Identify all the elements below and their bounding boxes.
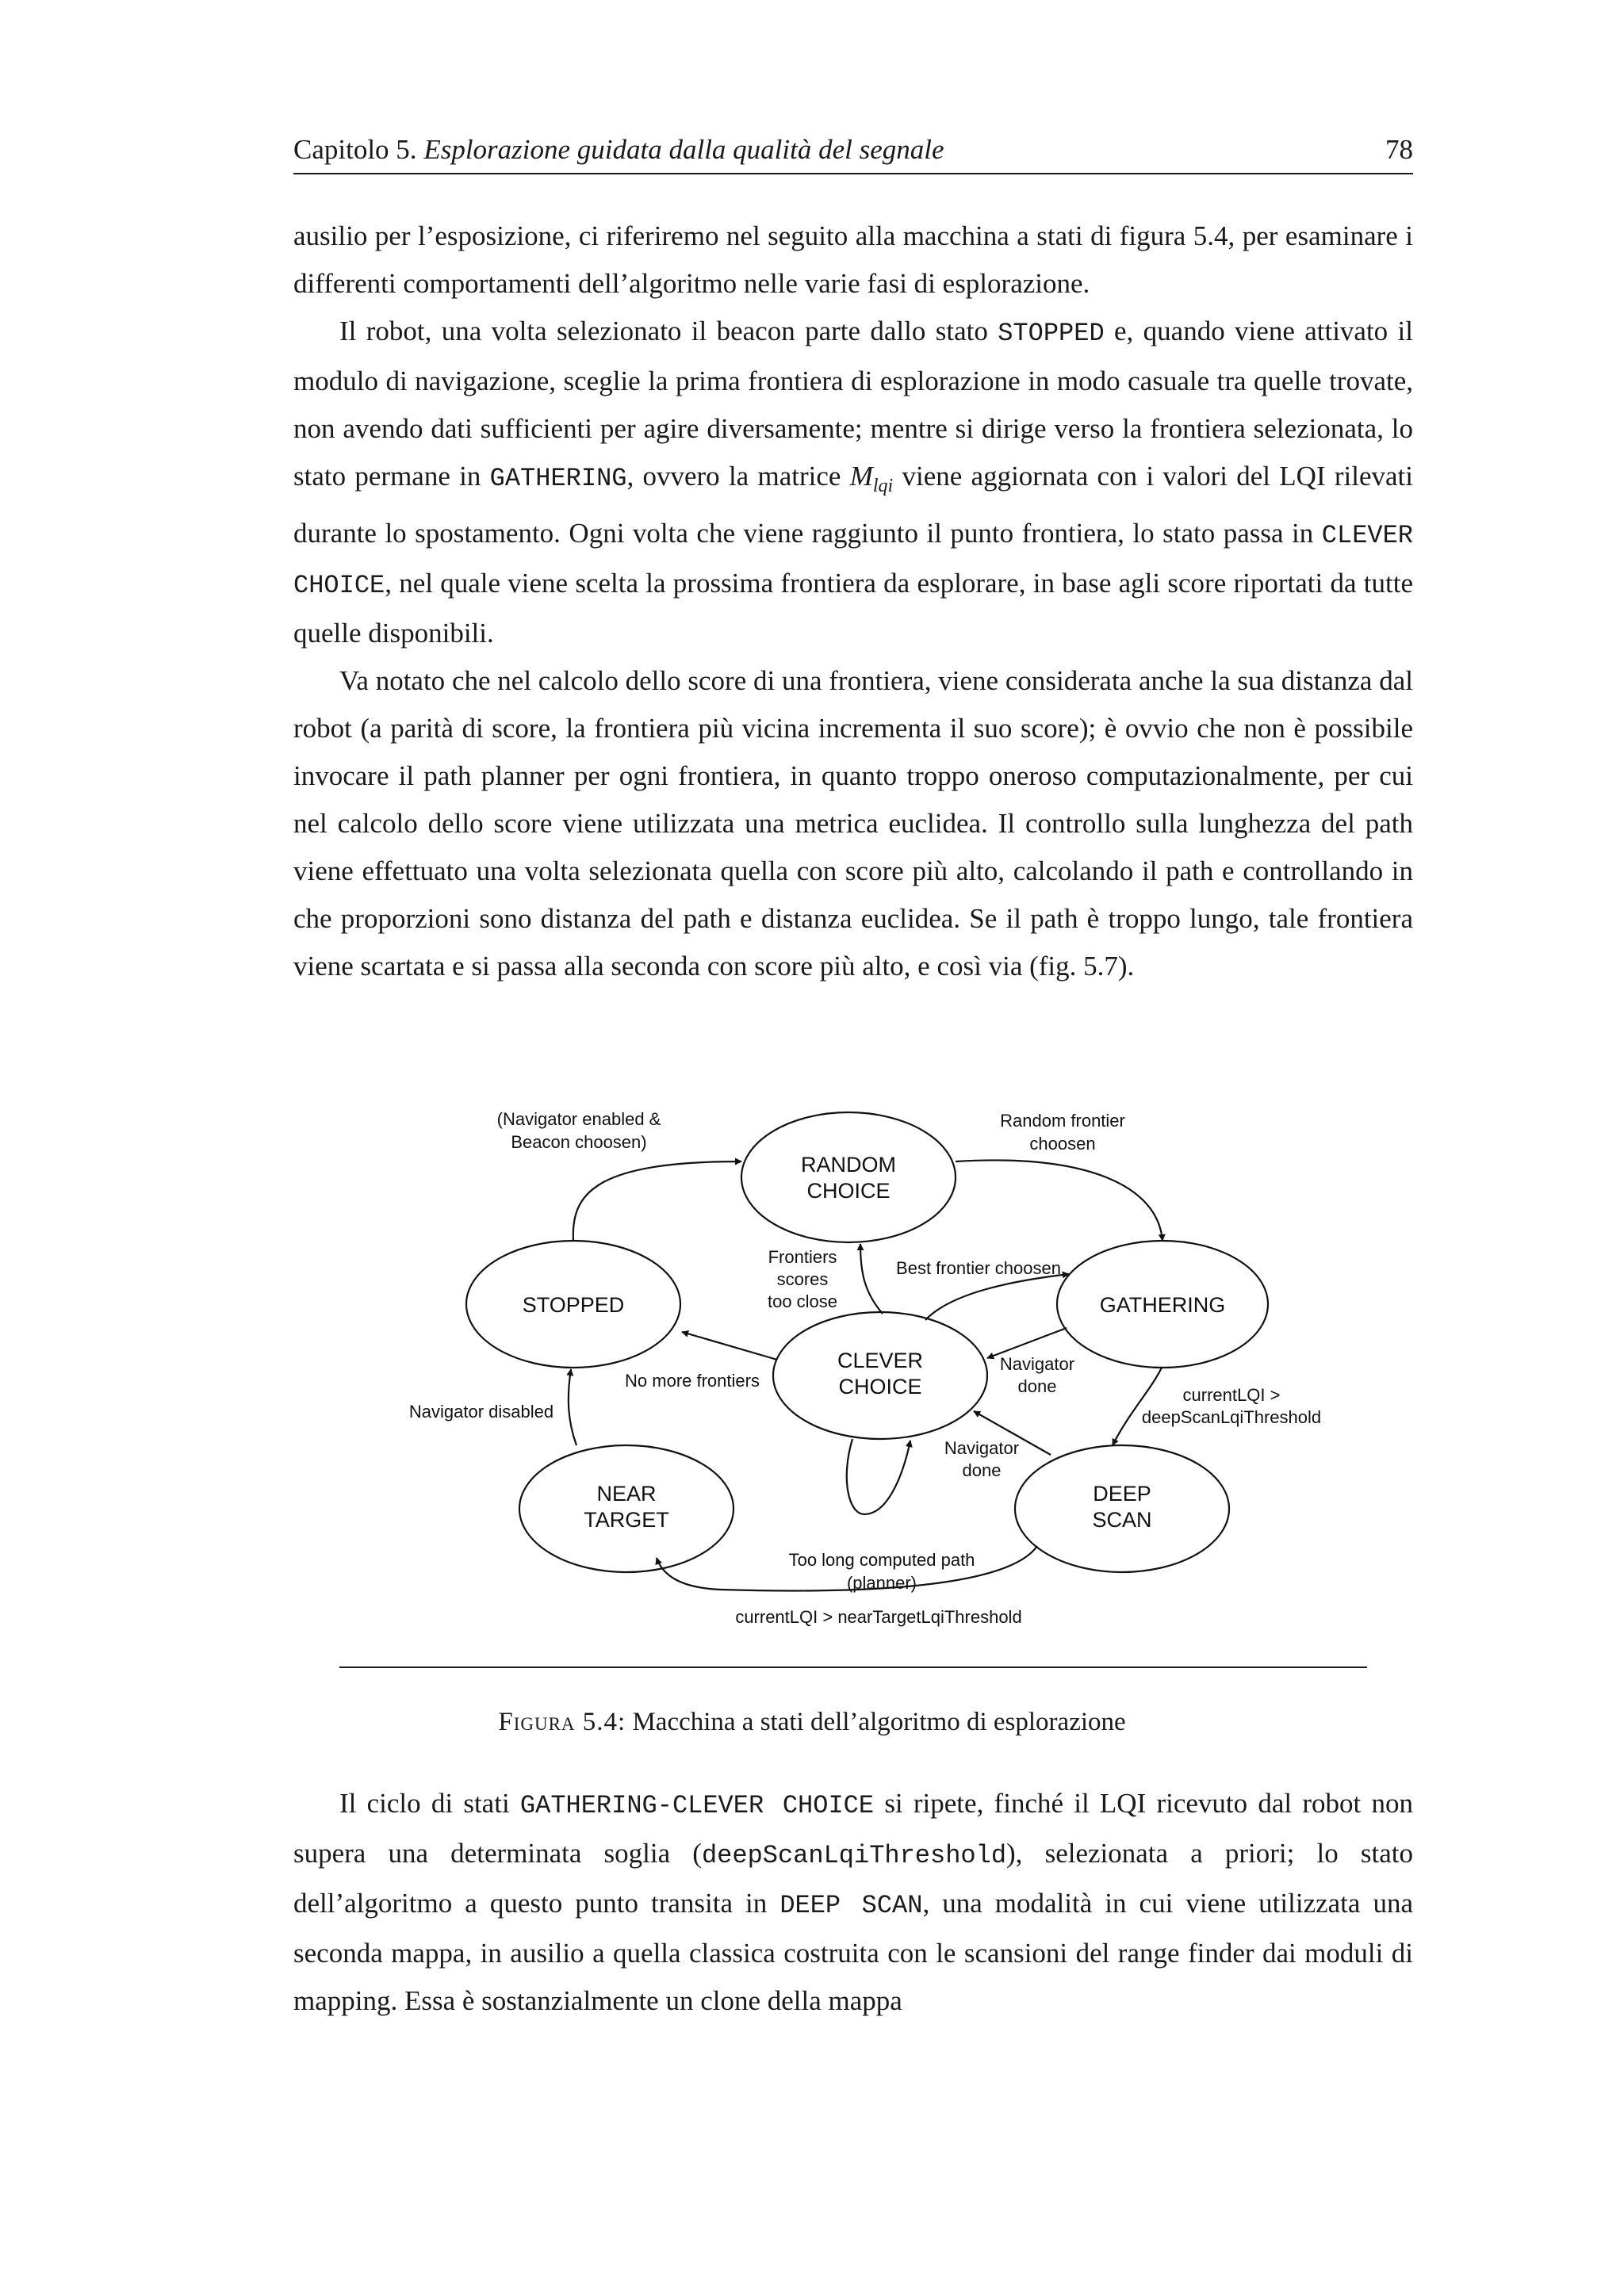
state-label: RANDOM (801, 1153, 896, 1177)
transition-label: Navigator disabled (408, 1402, 554, 1422)
text-run: si ripete, finché il LQI ricevuto dal robot non supera una determinata soglia ( (293, 1788, 1414, 1869)
state-machine-figure (389, 1098, 1356, 1637)
arrow-clever-to-random (860, 1244, 883, 1314)
text-run: viene aggiornata con i valori del LQI rilevati durante lo spostamento. Ogni volta che viene raggiunto il punto frontiera, lo stato passa in (293, 461, 1413, 549)
chapter-title (293, 132, 944, 168)
body-text-top (293, 212, 1413, 990)
state-name-code: GATHERING (489, 464, 627, 493)
state-name-code: DEEP SCAN (779, 1891, 923, 1920)
text-run: , nel quale viene scelta la prossima frontiera da esplorare, in base agli score riportati da tutte quelle disponibili. (293, 568, 1413, 649)
body-text-bottom (293, 1780, 1413, 2025)
running-header (293, 132, 1413, 174)
page-number: 78 (1385, 134, 1413, 165)
figure-caption (0, 1705, 1624, 1739)
arrow-stopped-to-random (573, 1161, 741, 1241)
state-machine-diagram (389, 1098, 1356, 1637)
transition-label: Navigator (999, 1354, 1075, 1374)
figure-rule (339, 1667, 1367, 1668)
state-name-code: CLEVER CHOICE (293, 521, 1413, 600)
state-label: NEAR (596, 1482, 657, 1506)
transition-label: Random frontier (1000, 1111, 1125, 1131)
transition-label: currentLQI > (1182, 1385, 1281, 1405)
transition-label: currentLQI > nearTargetLqiThreshold (735, 1607, 1022, 1627)
text-run: e, quando viene attivato il modulo di navigazione, sceglie la prima frontiera di esplorazione in modo casuale tra quelle trovate, non avendo dati sufficienti per agire diversamente; mentre si dirige verso la frontiera selezionata, lo stato permane in (293, 316, 1414, 492)
arrow-clever-to-stopped (682, 1332, 777, 1360)
state-label: CHOICE (806, 1179, 891, 1203)
transition-label: deepScanLqiThreshold (1141, 1407, 1322, 1427)
state-label: DEEP (1093, 1482, 1151, 1506)
paragraph-4 (293, 1780, 1413, 2025)
transition-label: scores (776, 1269, 829, 1289)
matrix-letter: M (849, 461, 873, 492)
paragraph-3: Va notato che nel calcolo dello score di una frontiera, viene considerata anche la sua distanza dal robot (a parità di score, la frontiera più vicina incrementa il suo score); è ovvio che non è possibile invocare il path planner per ogni frontiera, in quanto troppo oneroso computazionalmente, per cui nel calcolo dello score viene utilizzata una metrica euclidea. Il controllo sulla lunghezza del path viene effettuato una volta selezionata quella con score più alto, calcolando il path e controllando in che proporzioni sono distanza del path e distanza euclidea. Se il path è troppo lungo, tale frontiera viene scartata e si passa alla seconda con score più alto, e così via (fig. 5.7). (293, 665, 1413, 982)
state-label: TARGET (584, 1508, 669, 1532)
transition-label: Frontiers (768, 1247, 837, 1267)
text-run: , una modalità in cui viene utilizzata una seconda mappa, in ausilio a quella classica costruita con le scansioni del range finder dai moduli di mapping. Essa è sostanzialmente un clone della mappa (293, 1888, 1414, 2016)
text-run: Il robot, una volta selezionato il beacon parte dallo stato (339, 316, 998, 346)
chapter-name: Esplorazione guidata dalla qualità del segnale (423, 134, 944, 165)
state-label: STOPPED (522, 1293, 625, 1317)
text-run: ), selezionata a priori; lo stato dell’algoritmo a questo punto transita in (293, 1838, 1413, 1919)
state-label: GATHERING (1099, 1293, 1226, 1317)
text-run: Il ciclo di stati (339, 1788, 520, 1819)
transition-label: done (962, 1460, 1002, 1480)
matrix-subscript: lqi (872, 476, 894, 496)
transition-label: No more frontiers (625, 1371, 760, 1391)
state-label: SCAN (1092, 1508, 1152, 1532)
chapter-prefix: Capitolo 5. (293, 134, 417, 165)
arrow-gathering-to-deep (1113, 1368, 1162, 1445)
state-label: CLEVER (837, 1349, 924, 1372)
text-run: , ovvero la matrice (626, 461, 850, 492)
matrix-symbol (849, 461, 894, 496)
transition-label: Navigator (944, 1438, 1020, 1458)
transition-label: Beacon choosen) (511, 1132, 647, 1152)
transition-label: (planner) (846, 1573, 917, 1593)
paragraph-2 (293, 308, 1413, 657)
transition-label: too close (767, 1292, 838, 1311)
state-name-code: GATHERING-CLEVER CHOICE (519, 1791, 875, 1820)
arrow-random-to-gathering (956, 1160, 1162, 1241)
parameter-code: deepScanLqiThreshold (701, 1841, 1007, 1870)
paragraph-1: ausilio per l’esposizione, ci riferiremo nel seguito alla macchina a stati di figura 5.4, per esaminare i differenti comportamenti dell’algoritmo nelle varie fasi di esplorazione. (293, 220, 1413, 299)
transition-label: (Navigator enabled & (496, 1109, 661, 1129)
state-name-code: STOPPED (998, 319, 1105, 348)
caption-text: Macchina a stati dell’algoritmo di esplorazione (632, 1708, 1126, 1736)
state-label: CHOICE (838, 1375, 922, 1399)
arrow-clever-to-gathering (925, 1274, 1069, 1320)
transition-label: Too long computed path (788, 1550, 975, 1570)
transition-label: choosen (1029, 1134, 1096, 1154)
transition-label: Best frontier choosen (896, 1258, 1061, 1278)
caption-label: Figura 5.4: (498, 1708, 626, 1736)
state-random-choice (741, 1112, 956, 1242)
arrow-near-to-stopped (569, 1369, 576, 1445)
transition-label: done (1017, 1376, 1057, 1396)
arrow-clever-self-loop (847, 1439, 910, 1514)
